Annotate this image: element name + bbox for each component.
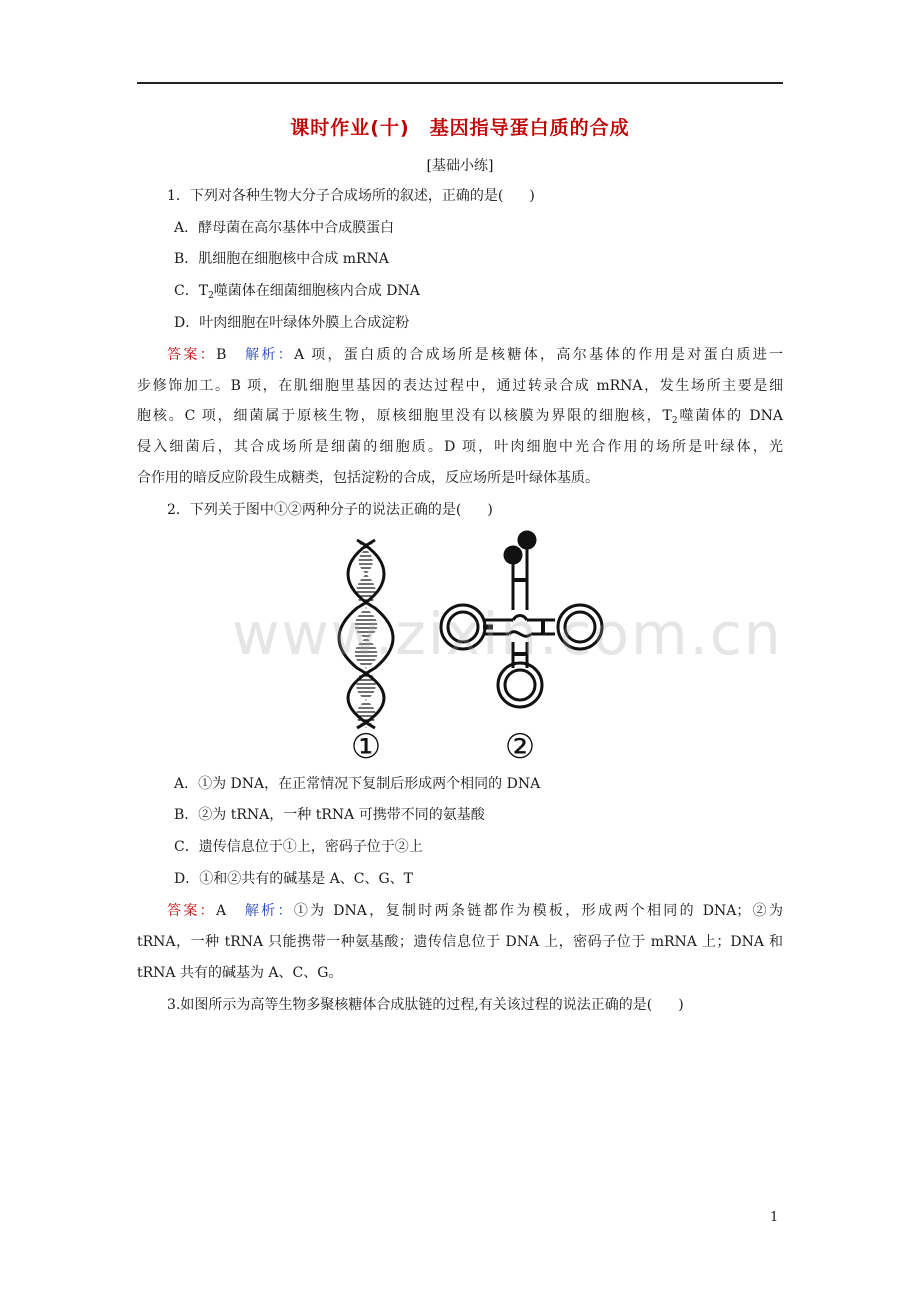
q1-explanation-3: 胞核。C 项，细菌属于原核生物，原核细胞里没有以核膜为界限的细胞核，$T_2$噬菌体的 DNA [137,408,784,426]
page-number: 1 [770,1210,779,1225]
trna-cloverleaf-icon [441,532,602,707]
q1-explanation-5: 合作用的暗反应阶段生成糖类，包括淀粉的合成，反应场所是叶绿体基质。 [137,470,599,486]
answer-label: 答案： [167,347,217,363]
molecule-figure [335,530,615,770]
q2-option-d: D．①和②共有的碱基是 A、C、G、T [174,871,414,887]
answer-label: 答案： [167,903,217,919]
explanation-label: 解析： [244,903,294,919]
q1-answer-line: 答案：B 解析：A 项，蛋白质的合成场所是核糖体，高尔基体的作用是对蛋白质进一 [167,347,784,363]
header-rule [137,82,783,84]
q2-explanation-3: tRNA 共有的碱基为 A、C、G。 [137,965,343,981]
q2-option-a: A．①为 DNA，在正常情况下复制后形成两个相同的 DNA [174,776,541,792]
q1-option-b: B．肌细胞在细胞核中合成 mRNA [174,251,389,267]
explanation-label: 解析： [245,347,295,363]
title-left: 课时作业(十) [290,117,410,139]
q1-option-d: D．叶肉细胞在叶绿体外膜上合成淀粉 [174,315,410,331]
q2-explanation-2: tRNA，一种 tRNA 只能携带一种氨基酸；遗传信息位于 DNA 上，密码子位于 mRNA 上；DNA 和 [137,934,783,950]
answer-value: A [216,903,227,919]
q1-explanation-2: 步修饰加工。B 项，在肌细胞里基因的表达过程中，通过转录合成 mRNA，发生场所主要是细 [137,378,783,394]
title-right: 基因指导蛋白质的合成 [429,117,630,139]
q1-explanation-4: 侵入细菌后，其合成场所是细菌的细胞质。D 项，叶肉细胞中光合作用的场所是叶绿体，光 [137,439,783,455]
q2-answer-line: 答案：A 解析：①为 DNA，复制时两条链都作为模板，形成两个相同的 DNA；②为 [167,903,784,919]
figure-label-1: ① [350,727,382,767]
q1-stem: 1．下列对各种生物大分子合成场所的叙述，正确的是( ) [167,188,535,204]
q3-stem: 3.如图所示为高等生物多聚核糖体合成肽链的过程,有关该过程的说法正确的是( ) [167,997,684,1013]
figure-label-2: ② [504,727,536,767]
q2-option-c: C．遗传信息位于①上，密码子位于②上 [174,839,423,855]
dna-trna-diagram [335,530,615,770]
watermark: www.zixin.com.cn [232,600,783,668]
dna-helix-icon [339,540,393,728]
q1-option-c: C．$T_2$噬菌体在细菌细胞核内合成 DNA [174,283,420,301]
q1-option-a: A．酵母菌在高尔基体中合成膜蛋白 [174,220,395,236]
q2-option-b: B．②为 tRNA，一种 tRNA 可携带不同的氨基酸 [174,807,485,823]
section-label: [基础小练] [426,158,494,174]
page-title [0,113,920,140]
answer-value: B [216,347,227,363]
q2-stem: 2．下列关于图中①②两种分子的说法正确的是( ) [167,502,493,518]
